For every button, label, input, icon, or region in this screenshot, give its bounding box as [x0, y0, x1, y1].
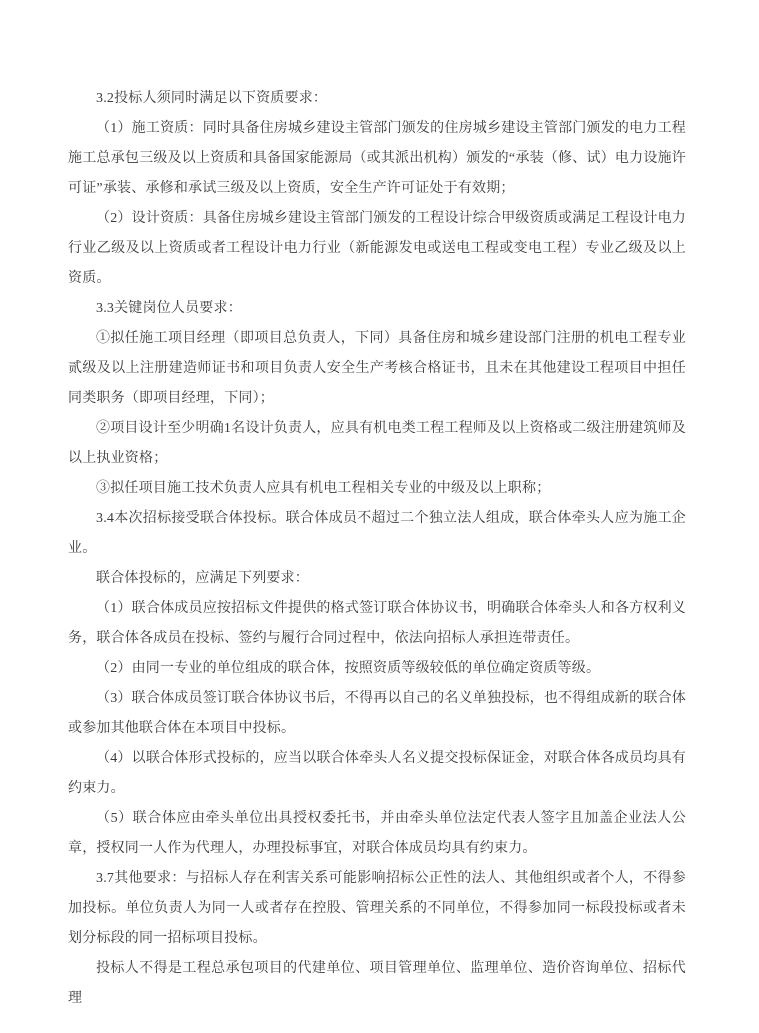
bidder-restriction-continued: 投标人不得是工程总承包项目的代建单位、项目管理单位、监理单位、造价咨询单位、招标代理 — [68, 961, 686, 1006]
clause-3-4-consortium-bidding: 3.4本次招标接受联合体投标。联合体成员不超过二个独立法人组成，联合体牵头人应为施工企业。 — [68, 511, 686, 556]
clause-3-2-item-1-construction-qualification: （1）施工资质：同时具备住房城乡建设主管部门颁发的住房城乡建设主管部门颁发的电力工程施工总承包三级及以上资质和具备国家能源局（或其派出机构）颁发的“承装（修、试）电力设施许可证”承装、承修和承试三级及以上资质，安全生产许可证处于有效期； — [68, 121, 686, 196]
document-body — [68, 84, 686, 1014]
clause-3-2-item-2-design-qualification: （2）设计资质：具备住房城乡建设主管部门颁发的工程设计综合甲级资质或满足工程设计电力行业乙级及以上资质或者工程设计电力行业（新能源发电或送电工程或变电工程）专业乙级及以上资质。 — [68, 211, 686, 286]
consortium-requirements-intro: 联合体投标的，应满足下列要求： — [96, 571, 309, 586]
consortium-requirement-3: （3）联合体成员签订联合体协议书后，不得再以自己的名义单独投标，也不得组成新的联合体或参加其他联合体在本项目中投标。 — [68, 691, 686, 736]
clause-3-3-item-2-design-lead: ②项目设计至少明确1名设计负责人，应具有机电类工程工程师及以上资格或二级注册建筑师及以上执业资格； — [68, 421, 686, 466]
consortium-requirement-4: （4）以联合体形式投标的，应当以联合体牵头人名义提交投标保证金，对联合体各成员均具有约束力。 — [68, 751, 686, 796]
consortium-requirement-1: （1）联合体成员应按招标文件提供的格式签订联合体协议书，明确联合体牵头人和各方权利义务，联合体各成员在投标、签约与履行合同过程中，依法向招标人承担连带责任。 — [68, 601, 686, 646]
consortium-requirement-2: （2）由同一专业的单位组成的联合体，按照资质等级较低的单位确定资质等级。 — [96, 661, 601, 676]
consortium-requirement-5: （5）联合体应由牵头单位出具授权委托书，并由牵头单位法定代表人签字且加盖企业法人公章，授权同一人作为代理人，办理投标事宜，对联合体成员均具有约束力。 — [68, 811, 686, 856]
clause-3-3-heading: 3.3关键岗位人员要求： — [96, 301, 242, 316]
clause-3-2-heading: 3.2投标人须同时满足以下资质要求： — [96, 91, 328, 106]
clause-3-3-item-3-technical-lead: ③拟任项目施工技术负责人应具有机电工程相关专业的中级及以上职称； — [96, 481, 551, 496]
clause-3-3-item-1-project-manager: ①拟任施工项目经理（即项目总负责人，下同）具备住房和城乡建设部门注册的机电工程专业贰级及以上注册建造师证书和项目负责人安全生产考核合格证书，且未在其他建设工程项目中担任同类职务（即项目经理，下同）； — [68, 331, 686, 406]
clause-3-7-other-requirements: 3.7其他要求：与招标人存在利害关系可能影响招标公正性的法人、其他组织或者个人，不得参加投标。单位负责人为同一人或者存在控股、管理关系的不同单位，不得参加同一标段投标或者未划分标段的同一招标项目投标。 — [68, 871, 686, 946]
